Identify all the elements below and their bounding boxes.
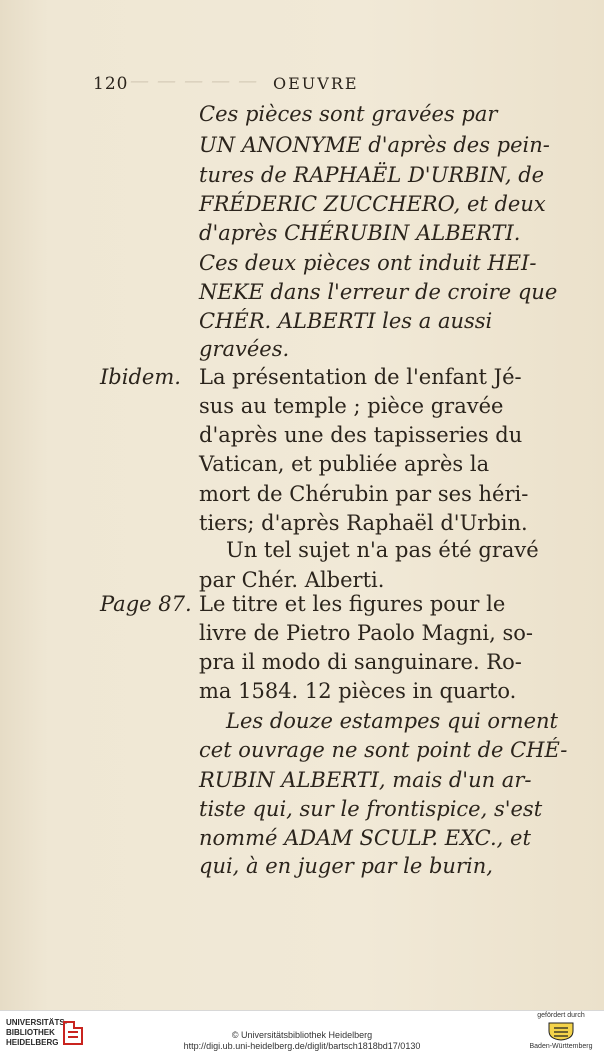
text-line: mort de Chérubin par ses héri- (199, 482, 529, 506)
text-line: ma 1584. 12 pièces in quarto. (199, 679, 517, 703)
text-line: par Chér. Alberti. (199, 568, 385, 592)
text-line: Vatican, et publiée après la (199, 452, 490, 476)
text-line: Ces pièces sont gravées par (199, 102, 498, 126)
text-line: gravées. (199, 337, 290, 361)
text-line: Un tel sujet n'a pas été gravé (226, 538, 539, 562)
copyright-text: © Universitätsbibliothek Heidelberg (231, 1030, 373, 1040)
text-line: tures de RAPHAËL D'URBIN, de (199, 163, 545, 187)
text-line: sus au temple ; pièce gravée (199, 394, 504, 418)
text-line: nommé ADAM SCULP. EXC., et (199, 826, 531, 850)
text-line: d'après CHÉRUBIN ALBERTI. (199, 221, 521, 245)
text-line: La présentation de l'enfant Jé- (199, 365, 522, 389)
text-line: tiers; d'après Raphaël d'Urbin. (199, 511, 528, 535)
margin-note-ibidem: Ibidem. (100, 365, 181, 389)
text-line: cet ouvrage ne sont point de CHÉ- (199, 738, 568, 762)
footer-credit (0, 1030, 604, 1052)
funded-by-label: gefördert durch (537, 1012, 585, 1019)
funder-block (526, 1012, 596, 1050)
margin-note-page: Page 87. (100, 592, 192, 616)
funder-name: Baden-Württemberg (529, 1043, 593, 1050)
page-header (93, 74, 534, 98)
funder-shield-icon (546, 1021, 576, 1041)
source-url[interactable]: http://digi.ub.uni-heidelberg.de/diglit/bartsch1818bd17/0130 (183, 1041, 421, 1051)
running-head: OEUVRE (273, 74, 359, 93)
page-number: 120 (93, 74, 129, 94)
text-line: UN ANONYME d'après des pein- (199, 133, 550, 157)
text-line: CHÉR. ALBERTI les a aussi (199, 309, 493, 333)
text-line: NEKE dans l'erreur de croire que (199, 280, 558, 304)
library-logo-text: UNIVERSITÄTS- BIBLIOTHEK HEIDELBERG (6, 1018, 68, 1047)
text-line: Ces deux pièces ont induit HEI- (199, 251, 537, 275)
text-line: qui, à en juger par le burin, (199, 854, 493, 878)
bleed-through-text: — — — — — (130, 70, 259, 92)
text-line: livre de Pietro Paolo Magni, so- (199, 621, 534, 645)
text-line: pra il modo di sanguinare. Ro- (199, 650, 522, 674)
text-line: RUBIN ALBERTI, mais d'un ar- (199, 768, 532, 792)
text-line: FRÉDERIC ZUCCHERO, et deux (199, 192, 546, 216)
text-line: Le titre et les figures pour le (199, 592, 506, 616)
text-line: Les douze estampes qui ornent (226, 709, 558, 733)
text-line: d'après une des tapisseries du (199, 423, 523, 447)
text-line: tiste qui, sur le frontispice, s'est (199, 797, 543, 821)
